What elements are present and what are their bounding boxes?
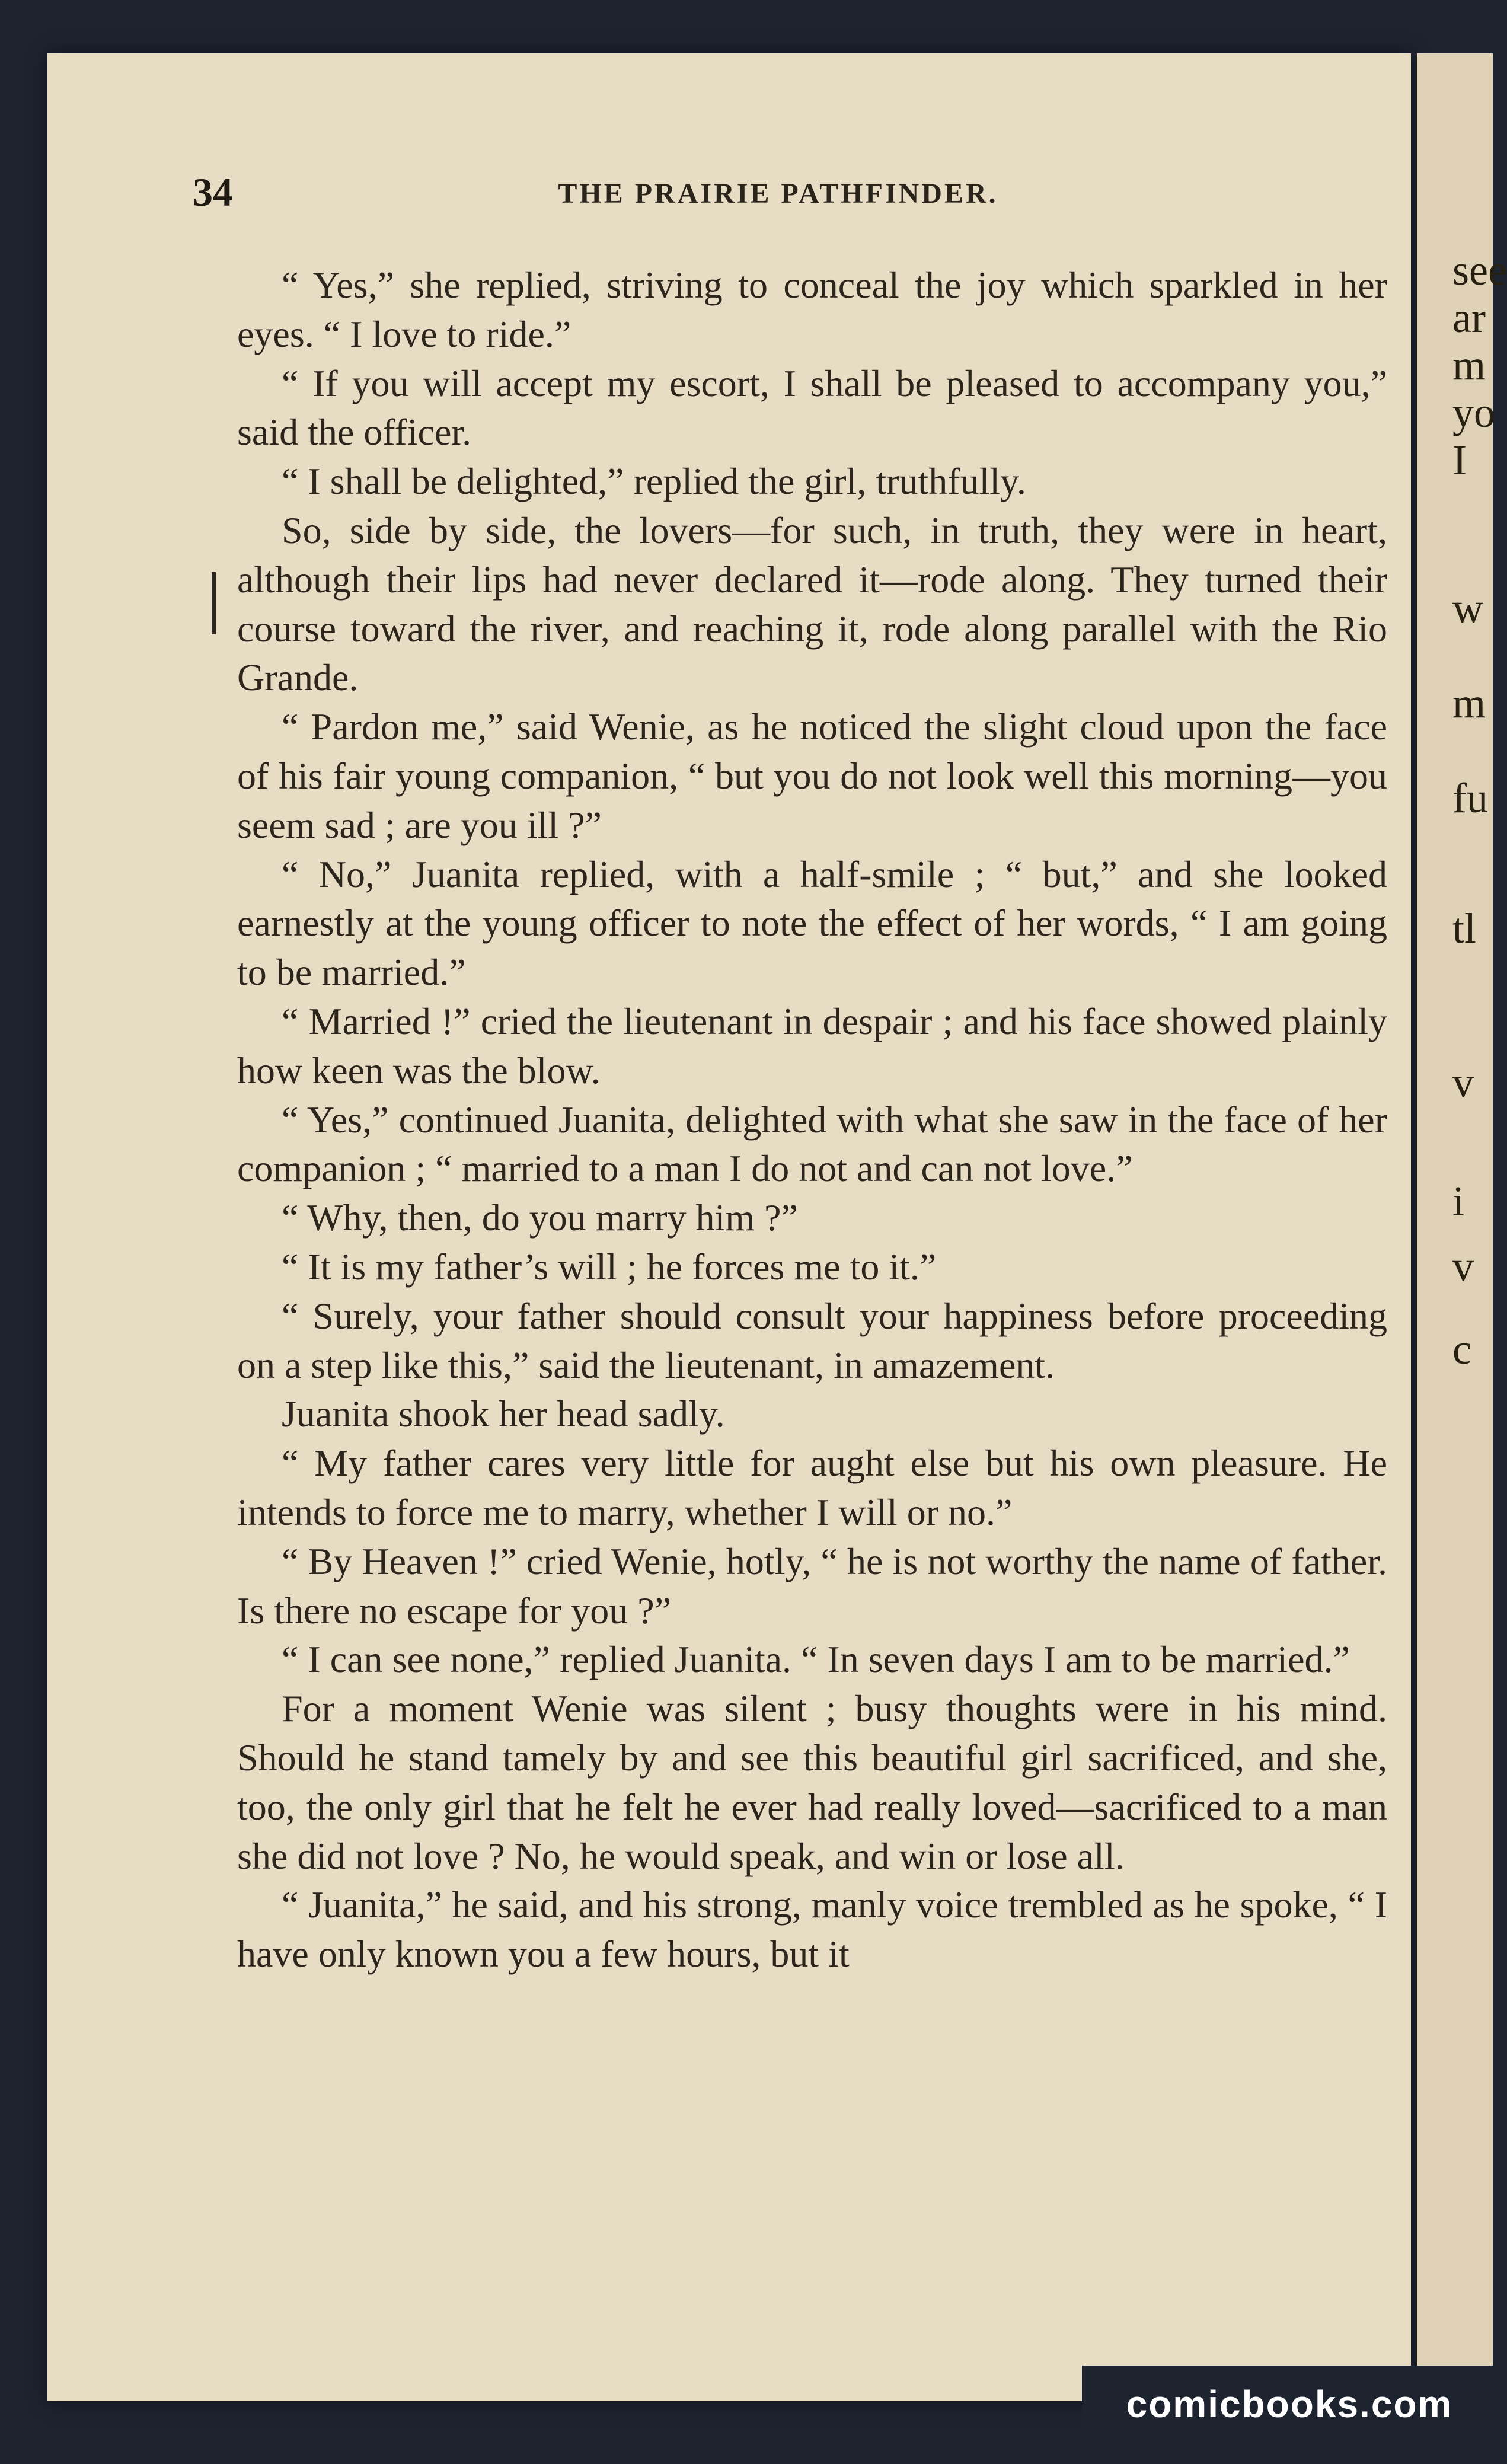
running-title: THE PRAIRIE PATHFINDER. [558, 178, 998, 209]
paragraph: “ Pardon me,” said Wenie, as he noticed the slight cloud upon the face of his fair young companion, “ but you do not look well this morning—you seem sad ; are you ill ?” [237, 706, 1387, 846]
paragraph: “ My father cares very little for aught else but his own pleasure. He intends to force me to marry, whether I will or no.” [237, 1442, 1387, 1533]
adjacent-page-fragment: fu [1452, 774, 1488, 822]
adjacent-page-fragment: m [1452, 679, 1486, 727]
paragraph: “ It is my father’s will ; he forces me to it.” [282, 1245, 937, 1288]
paragraph: “ Juanita,” he said, and his strong, manly voice trembled as he spoke, “ I have only known you a few hours, but it [237, 1884, 1387, 1975]
paragraph: Juanita shook her head sadly. [282, 1393, 725, 1435]
adjacent-page-fragment: i [1452, 1177, 1465, 1225]
paragraph: “ No,” Juanita replied, with a half-smile ; “ but,” and she looked earnestly at the young officer to note the effect of her words, “ I am going to be married.” [237, 853, 1387, 994]
paragraph: “ Yes,” continued Juanita, delighted with what she saw in the face of her companion ; “ married to a man I do not and can not love.” [237, 1098, 1387, 1190]
paragraph: “ Why, then, do you marry him ?” [282, 1196, 798, 1239]
adjacent-page-fragment: v [1452, 1243, 1474, 1290]
adjacent-page-fragment: see [1452, 247, 1507, 294]
paragraph: “ Surely, your father should consult your happiness before proceeding on a step like this,” said the lieutenant, in amazement. [237, 1294, 1387, 1386]
paragraph: “ Yes,” she replied, striving to conceal the joy which sparkled in her eyes. “ I love to ride.” [237, 264, 1387, 355]
adjacent-page-fragment: yo [1452, 389, 1495, 436]
paragraph: “ I can see none,” replied Juanita. “ In seven days I am to be married.” [282, 1638, 1350, 1681]
adjacent-page-fragment: w [1452, 585, 1483, 632]
margin-pencil-mark [212, 572, 216, 634]
adjacent-page-fragment: tl [1452, 905, 1477, 952]
paragraph: “ By Heaven !” cried Wenie, hotly, “ he is not worthy the name of father. Is there no escape for you ?” [237, 1540, 1387, 1632]
paragraph: “ If you will accept my escort, I shall be pleased to accompany you,” said the officer. [237, 362, 1387, 454]
adjacent-page-fragment: ar [1452, 294, 1486, 341]
body-text [237, 261, 1387, 1979]
paragraph: “ I shall be delighted,” replied the girl, truthfully. [282, 460, 1026, 503]
adjacent-page-edge [1417, 53, 1507, 2401]
page-number: 34 [193, 170, 233, 215]
adjacent-page-fragment: I [1452, 436, 1467, 484]
adjacent-page-fragment: v [1452, 1059, 1474, 1106]
paragraph: So, side by side, the lovers—for such, in truth, they were in heart, although their lips had never declared it—rode along. They turned their course toward the river, and reaching it, rode along parallel with the Rio Grande. [237, 509, 1387, 699]
adjacent-page-fragment: c [1452, 1326, 1471, 1373]
adjacent-page-fragment: m [1452, 341, 1486, 389]
paragraph: “ Married !” cried the lieutenant in despair ; and his face showed plainly how keen was the blow. [237, 1000, 1387, 1091]
page-header [193, 169, 1364, 222]
paragraph: For a moment Wenie was silent ; busy thoughts were in his mind. Should he stand tamely by and see this beautiful girl sacrificed, and she, too, the only girl that he felt he ever had really loved—sacrificed to a man she did not love ? No, he would speak, and win or lose all. [237, 1687, 1387, 1877]
watermark-label: comicbooks.com [1082, 2366, 1497, 2443]
